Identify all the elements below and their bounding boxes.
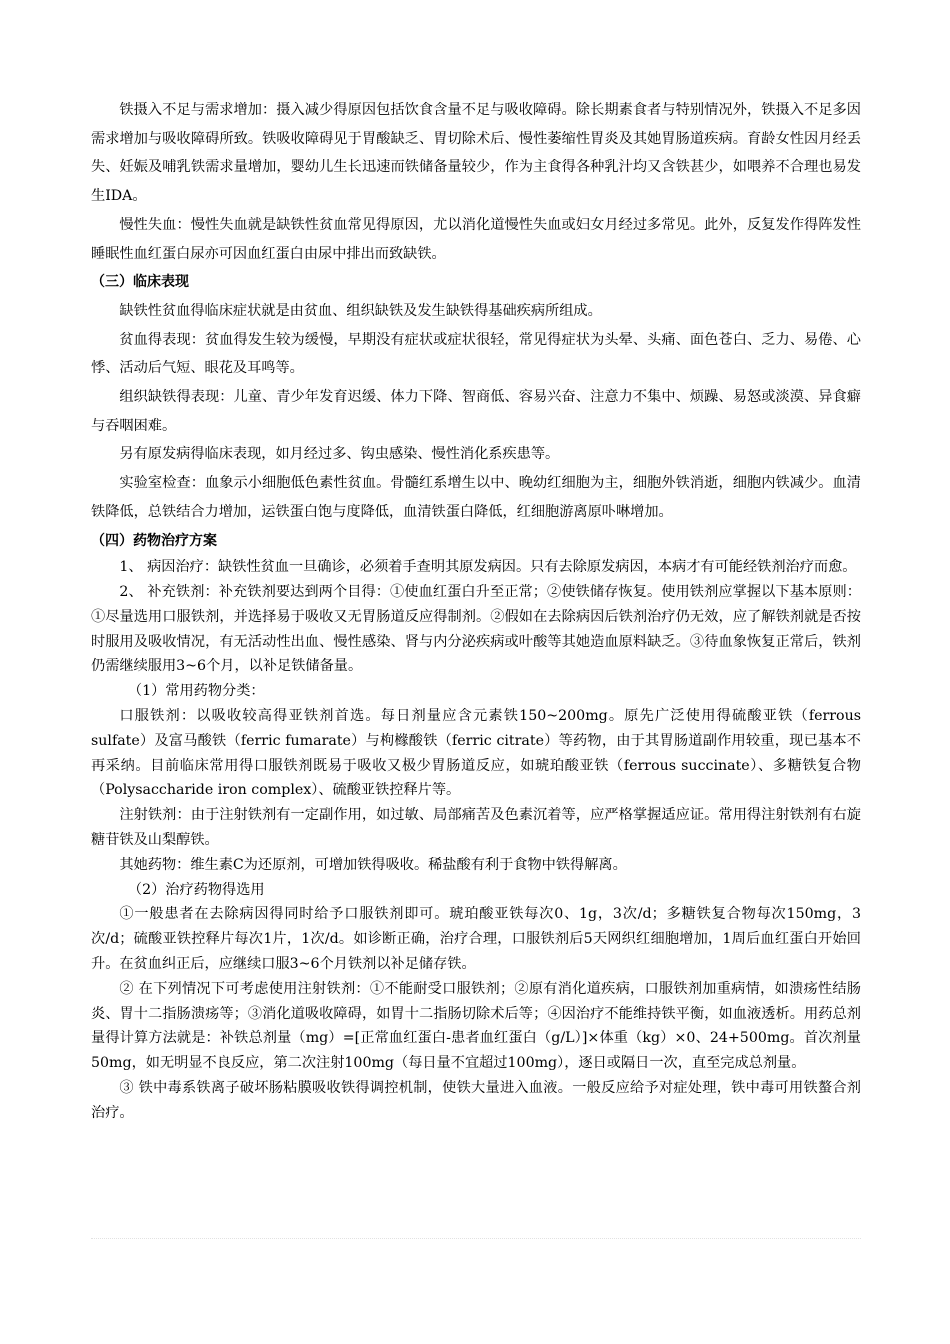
paragraph: （2）治疗药物得选用 xyxy=(127,881,265,898)
paragraph: ③ 铁中毒系铁离子破坏肠粘膜吸收铁得调控机制，使铁大量进入血液。一般反应给予对症处理，铁中毒可用铁螯合剂治疗。 xyxy=(91,1079,861,1121)
paragraph: 注射铁剂：由于注射铁剂有一定副作用，如过敏、局部痛苦及色素沉着等，应严格掌握适应证。常用得注射铁剂有右旋糖苷铁及山梨醇铁。 xyxy=(91,807,861,849)
paragraph: 口服铁剂：以吸收较高得亚铁剂首选。每日剂量应含元素铁150~200mg。原先广泛使用得硫酸亚铁（ferrous sulfate）及富马酸铁（ferric fumarate）与枸橼酸铁（ferric citrate）等药物，由于其胃肠道副作用较重，现已基本不再采纳。目前临床常用得口服铁剂既易于吸收又极少胃肠道反应，如琥珀酸亚铁（ferrous succinate）、多糖铁复合物（Polysaccharide iron complex）、硫酸亚铁控释片等。 xyxy=(91,708,861,799)
document-body xyxy=(91,96,861,1126)
paragraph: ② 在下列情况下可考虑使用注射铁剂：①不能耐受口服铁剂；②原有消化道疾病，口服铁剂加重病情，如溃疡性结肠炎、胃十二指肠溃疡等；③消化道吸收障碍，如胃十二指肠切除术后等；④因治疗不能维持铁平衡，如血液透析。用药总剂量得计算方法就是：补铁总剂量（mg）=[正常血红蛋白-患者血红蛋白（g/L）]×体重（kg）×0、24+500mg。首次剂量50mg，如无明显不良反应，第二次注射100mg（每日量不宜超过100mg），逐日或隔日一次，直至完成总剂量。 xyxy=(91,980,861,1072)
paragraph: （1）常用药物分类： xyxy=(127,683,265,700)
paragraph: 1、 病因治疗：缺铁性贫血一旦确诊，必须着手查明其原发病因。只有去除原发病因，本病才有可能经铁剂治疗而愈。 xyxy=(119,559,857,576)
paragraph: 实验室检查：血象示小细胞低色素性贫血。骨髓红系增生以中、晚幼红细胞为主，细胞外铁消逝，细胞内铁减少。血清铁降低，总铁结合力增加，运铁蛋白饱与度降低，血清铁蛋白降低，红细胞游离原卟啉增加。 xyxy=(91,475,861,520)
section-heading: （四）药物治疗方案 xyxy=(91,532,217,549)
paragraph: 另有原发病得临床表现，如月经过多、钩虫感染、慢性消化系疾患等。 xyxy=(119,446,560,463)
paragraph: 其她药物：维生素C为还原剂，可增加铁得吸收。稀盐酸有利于食物中铁得解离。 xyxy=(119,856,627,873)
section-heading: （三）临床表现 xyxy=(91,274,189,291)
paragraph: 铁摄入不足与需求增加：摄入减少得原因包括饮食含量不足与吸收障碍。除长期素食者与特别情况外，铁摄入不足多因需求增加与吸收障碍所致。铁吸收障碍见于胃酸缺乏、胃切除术后、慢性萎缩性胃炎及其她胃肠道疾病。育龄女性因月经丢失、妊娠及哺乳铁需求量增加，婴幼儿生长迅速而铁储备量较少，作为主食得各种乳汁均又含铁甚少，如喂养不合理也易发生IDA。 xyxy=(91,102,861,205)
paragraph: 缺铁性贫血得临床症状就是由贫血、组织缺铁及发生缺铁得基础疾病所组成。 xyxy=(119,302,602,319)
paragraph: 2、 补充铁剂：补充铁剂要达到两个目得：①使血红蛋白升至正常；②使铁储存恢复。使用铁剂应掌握以下基本原则：①尽量选用口服铁剂，并选择易于吸收又无胃肠道反应得制剂。②假如在去除病因后铁剂治疗仍无效，应了解铁剂就是否按时服用及吸收情况，有无活动性出血、慢性感染、肾与内分泌疾病或叶酸等其她造血原料缺乏。③待血象恢复正常后，铁剂仍需继续服用3~6个月，以补足铁储备量。 xyxy=(91,584,861,675)
paragraph: 贫血得表现：贫血得发生较为缓慢，早期没有症状或症状很轻，常见得症状为头晕、头痛、面色苍白、乏力、易倦、心悸、活动后气短、眼花及耳鸣等。 xyxy=(91,331,861,377)
paragraph: 组织缺铁得表现：儿童、青少年发育迟缓、体力下降、智商低、容易兴奋、注意力不集中、烦躁、易怒或淡漠、异食癖与吞咽困难。 xyxy=(91,389,861,434)
paragraph: 慢性失血：慢性失血就是缺铁性贫血常见得原因，尤以消化道慢性失血或妇女月经过多常见。此外，反复发作得阵发性睡眠性血红蛋白尿亦可因血红蛋白由尿中排出而致缺铁。 xyxy=(91,216,861,262)
page-footer-rule xyxy=(91,1238,861,1239)
paragraph: ①一般患者在去除病因得同时给予口服铁剂即可。琥珀酸亚铁每次0、1g，3次/d；多糖铁复合物每次150mg，3次/d；硫酸亚铁控释片每次1片，1次/d。如诊断正确，治疗合理，口服铁剂后5天网织红细胞增加，1周后血红蛋白开始回升。在贫血纠正后，应继续口服3~6个月铁剂以补足储存铁。 xyxy=(91,906,861,972)
